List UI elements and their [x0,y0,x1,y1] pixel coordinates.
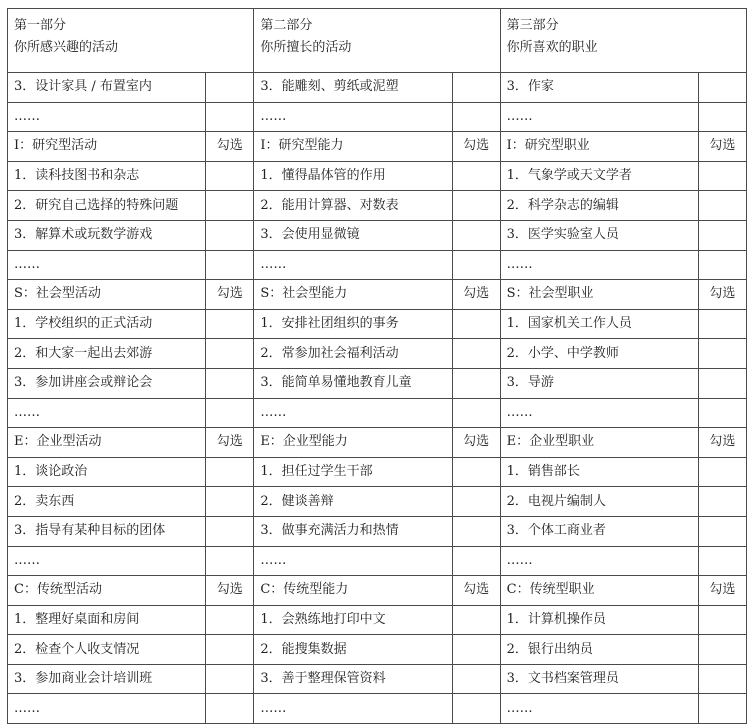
check-box-cell[interactable] [698,546,746,576]
section-header: E：企业型职业 [500,428,698,458]
item-cell: 3．参加讲座会或辩论会 [8,368,206,398]
check-column-label: 勾选 [206,428,254,458]
check-box-cell[interactable] [206,191,254,221]
check-box-cell[interactable] [452,635,500,665]
check-box-cell[interactable] [698,664,746,694]
item-cell: 2．检查个人收支情况 [8,635,206,665]
check-column-label: 勾选 [698,576,746,606]
check-box-cell[interactable] [206,487,254,517]
item-cell: 3．设计家具 / 布置室内 [8,73,206,103]
item-cell: …… [254,546,452,576]
check-box-cell[interactable] [206,664,254,694]
check-box-cell[interactable] [698,161,746,191]
check-box-cell[interactable] [206,516,254,546]
check-column-label: 勾选 [698,280,746,310]
check-box-cell[interactable] [452,161,500,191]
check-column-label: 勾选 [206,132,254,162]
check-box-cell[interactable] [206,161,254,191]
check-box-cell[interactable] [698,220,746,250]
part-header-3 [500,9,746,73]
item-cell: 1．国家机关工作人员 [500,309,698,339]
section-header: C：传统型活动 [8,576,206,606]
part-header-1 [8,9,254,73]
section-header: I：研究型能力 [254,132,452,162]
part-title: 第二部分 [260,18,313,33]
item-cell: …… [254,694,452,724]
item-cell: 3．个体工商业者 [500,516,698,546]
item-cell: 3．作家 [500,73,698,103]
part-header-row [8,9,747,73]
section-header-row [8,428,747,458]
item-cell: …… [8,398,206,428]
part-title: 第三部分 [506,18,559,33]
check-column-label: 勾选 [206,576,254,606]
check-box-cell[interactable] [452,664,500,694]
item-cell: 1．销售部长 [500,457,698,487]
item-cell: 3．能简单易懂地教育儿童 [254,368,452,398]
item-cell: 1．读科技图书和杂志 [8,161,206,191]
check-box-cell[interactable] [206,339,254,369]
check-box-cell[interactable] [452,220,500,250]
check-box-cell[interactable] [206,220,254,250]
check-box-cell[interactable] [206,635,254,665]
item-cell: 2．卖东西 [8,487,206,517]
item-cell: 1．整理好桌面和房间 [8,605,206,635]
item-cell: 3．指导有某种目标的团体 [8,516,206,546]
table-row [8,605,747,635]
item-cell: …… [254,102,452,132]
table-row [8,102,747,132]
check-box-cell[interactable] [698,487,746,517]
section-header: E：企业型活动 [8,428,206,458]
check-box-cell[interactable] [206,368,254,398]
item-cell: 3．导游 [500,368,698,398]
check-box-cell[interactable] [452,487,500,517]
check-box-cell[interactable] [698,309,746,339]
check-box-cell[interactable] [698,398,746,428]
check-box-cell[interactable] [698,605,746,635]
table-row [8,487,747,517]
check-box-cell[interactable] [698,250,746,280]
item-cell: 1．会熟练地打印中文 [254,605,452,635]
table-row [8,398,747,428]
check-box-cell[interactable] [206,605,254,635]
table-body [8,9,747,724]
section-header-row [8,280,747,310]
item-cell: 2．银行出纳员 [500,635,698,665]
item-cell: 3．医学实验室人员 [500,220,698,250]
check-box-cell[interactable] [452,516,500,546]
check-box-cell[interactable] [452,102,500,132]
check-box-cell[interactable] [206,102,254,132]
section-header: C：传统型能力 [254,576,452,606]
table-row [8,73,747,103]
table-row [8,457,747,487]
check-box-cell[interactable] [452,250,500,280]
check-column-label: 勾选 [452,132,500,162]
item-cell: …… [500,102,698,132]
item-cell: 1．懂得晶体管的作用 [254,161,452,191]
item-cell: 3．善于整理保管资料 [254,664,452,694]
item-cell: 3．能雕刻、剪纸或泥塑 [254,73,452,103]
check-box-cell[interactable] [698,191,746,221]
table-row [8,368,747,398]
item-cell: …… [500,546,698,576]
table-row [8,191,747,221]
check-box-cell[interactable] [206,694,254,724]
item-cell: …… [500,398,698,428]
check-box-cell[interactable] [206,546,254,576]
check-box-cell[interactable] [452,398,500,428]
check-box-cell[interactable] [206,398,254,428]
item-cell: 2．研究自己选择的特殊问题 [8,191,206,221]
table-row [8,546,747,576]
item-cell: 1．谈论政治 [8,457,206,487]
item-cell: 2．常参加社会福利活动 [254,339,452,369]
check-box-cell[interactable] [206,250,254,280]
check-box-cell[interactable] [698,516,746,546]
check-box-cell[interactable] [452,73,500,103]
check-box-cell[interactable] [698,457,746,487]
check-column-label: 勾选 [206,280,254,310]
item-cell: 2．和大家一起出去郊游 [8,339,206,369]
check-box-cell[interactable] [698,339,746,369]
item-cell: …… [500,250,698,280]
check-box-cell[interactable] [698,368,746,398]
section-header-row [8,576,747,606]
item-cell: 2．电视片编制人 [500,487,698,517]
item-cell: 1．安排社团组织的事务 [254,309,452,339]
part-title: 第一部分 [14,18,67,33]
check-column-label: 勾选 [452,428,500,458]
check-box-cell[interactable] [206,457,254,487]
check-box-cell[interactable] [452,191,500,221]
check-box-cell[interactable] [452,368,500,398]
table-row [8,516,747,546]
item-cell: …… [500,694,698,724]
item-cell: 3．做事充满活力和热情 [254,516,452,546]
section-header: E：企业型能力 [254,428,452,458]
table-row [8,309,747,339]
item-cell: 3．参加商业会计培训班 [8,664,206,694]
item-cell: 1．学校组织的正式活动 [8,309,206,339]
item-cell: 1．气象学或天文学者 [500,161,698,191]
section-header: S：社会型能力 [254,280,452,310]
check-box-cell[interactable] [206,309,254,339]
check-box-cell[interactable] [698,73,746,103]
check-box-cell[interactable] [452,605,500,635]
table-row [8,250,747,280]
check-column-label: 勾选 [452,576,500,606]
check-box-cell[interactable] [698,102,746,132]
item-cell: …… [8,546,206,576]
check-column-label: 勾选 [698,428,746,458]
item-cell: …… [8,694,206,724]
interest-survey-table-wrapper [7,8,747,724]
part-header-2 [254,9,500,73]
table-row [8,664,747,694]
table-row [8,339,747,369]
section-header: S：社会型活动 [8,280,206,310]
part-subtitle: 你所擅长的活动 [260,40,352,55]
section-header: C：传统型职业 [500,576,698,606]
item-cell: 3．解算术或玩数学游戏 [8,220,206,250]
check-box-cell[interactable] [452,546,500,576]
item-cell: …… [254,398,452,428]
table-row [8,635,747,665]
check-box-cell[interactable] [452,694,500,724]
check-box-cell[interactable] [206,73,254,103]
check-column-label: 勾选 [698,132,746,162]
check-box-cell[interactable] [698,635,746,665]
check-column-label: 勾选 [452,280,500,310]
item-cell: 2．科学杂志的编辑 [500,191,698,221]
section-header: S：社会型职业 [500,280,698,310]
item-cell: …… [254,250,452,280]
check-box-cell[interactable] [452,309,500,339]
item-cell: 2．能搜集数据 [254,635,452,665]
item-cell: 2．小学、中学教师 [500,339,698,369]
part-subtitle: 你所喜欢的职业 [506,40,598,55]
section-header-row [8,132,747,162]
check-box-cell[interactable] [698,694,746,724]
check-box-cell[interactable] [452,457,500,487]
section-header: I：研究型职业 [500,132,698,162]
table-row [8,161,747,191]
item-cell: 2．能用计算器、对数表 [254,191,452,221]
item-cell: 1．担任过学生干部 [254,457,452,487]
item-cell: 3．文书档案管理员 [500,664,698,694]
interest-survey-table [7,8,747,724]
part-subtitle: 你所感兴趣的活动 [14,40,119,55]
item-cell: …… [8,102,206,132]
item-cell: 3．会使用显微镜 [254,220,452,250]
table-row [8,220,747,250]
section-header: I：研究型活动 [8,132,206,162]
item-cell: 2．健谈善辩 [254,487,452,517]
table-row [8,694,747,724]
item-cell: …… [8,250,206,280]
item-cell: 1．计算机操作员 [500,605,698,635]
check-box-cell[interactable] [452,339,500,369]
